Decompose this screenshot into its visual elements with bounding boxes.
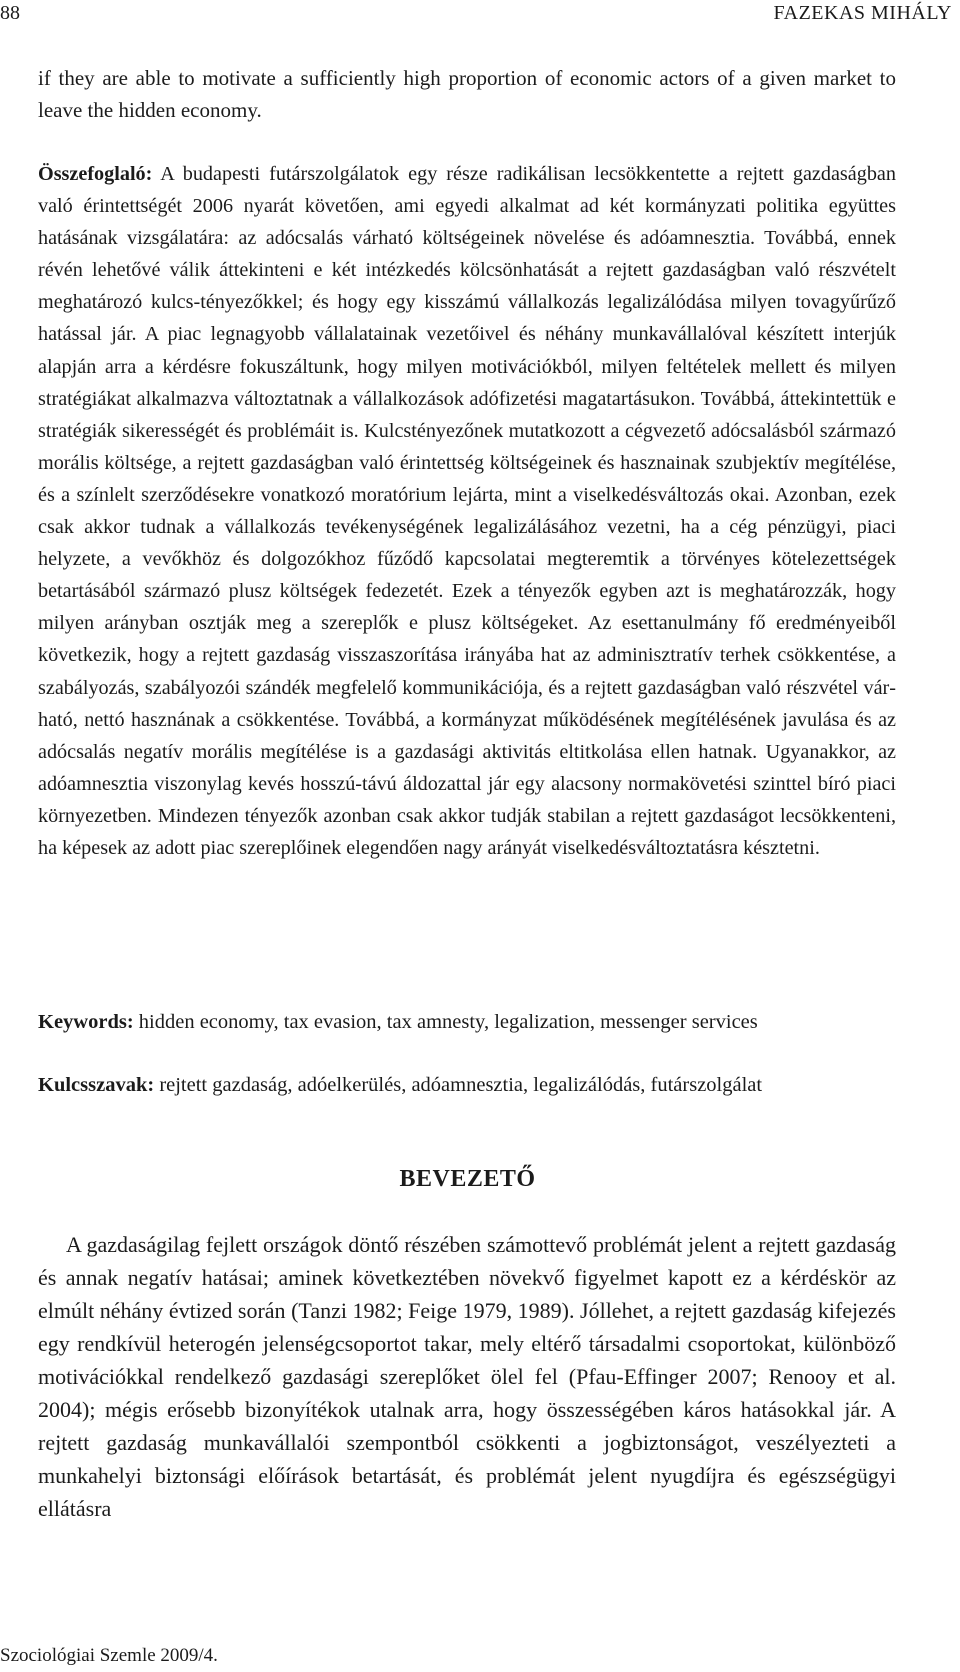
abstract-text: A budapesti futárszolgálatok egy része radikálisan lecsökkentette a rejtett gazdaságban való érintettségét 2006 nyarát követően, ami egyedi alkalmat ad két kormányzati politika együttes hatásának vizsgálatára: az adócsalás várható költségeinek növelése és adóamnesztia. Továbbá, ennek révén lehetővé válik áttekinteni e két intézkedés kölcsönhatását a rejtett gazdaságban való részvételt meghatározó kulcs-tényezőkkel; és hogy egy kisszámú vállalkozás legalizálódása milyen tovagyűrűző hatással jár. A piac legnagyobb vállalatainak vezetőivel és néhány munkavállalóval készített interjúk alapján arra a kérdésre fokuszáltunk, hogy milyen motivációkból, milyen feltételek mellett és milyen stratégiákat alkalmazva változtatnak a vállalkozások adófizetési magatartásukon. Továbbá, áttekintettük e stratégiák sikerességét és problémáit is. Kulcstényezőnek mutatkozott a cégvezető adócsalásból származó morális költsége, a rejtett gazdaságban való érintettség költségeinek és hasznainak szubjektív megítélése, és a színlelt szerződésekre vonatkozó moratórium lejárta, mint a viselkedésváltozás okai. Azonban, ezek csak akkor tudnak a vállalkozás tevékenységének legalizálásához vezetni, ha a cég pénzügyi, piaci helyzete, a vevőkhöz és dolgozókhoz fűződő kapcsolatai megteremtik a törvényes kötelezettségek betartásából származó plusz költségek fedezetét. Ezek a tényezők egyben azt is meghatározzák, hogy milyen arányban osztják meg a szereplők e plusz költségeket. Az esettanulmány fő eredményeiből következik, hogy a rejtett gazdaság visszaszorítása irányába hat az adminisztratív terhek csökkentése, a szabályozás, szabályozói szándék megfelelő kommunikációja, és a rejtett gazdaságban való részvétel várható, nettó hasznának a csökkentése. Továbbá, a kormányzat működésének megítélésének javulása és az adócsalás negatív morális megítélése is a gazdasági aktivitás eltitkolása ellen hatnak. Ugyanakkor, az adóamnesztia viszonylag kevés hosszú-távú áldozattal jár egy alacsony normakövetési szinttel bíró piaci környezetben. Mindezen tényezők azonban csak akkor tudják stabilan a rejtett gazdaságot lecsökkenteni, ha képesek az adott piac szereplőinek elegendően nagy arányát viselkedésváltoztatásra késztetni.	[38, 163, 896, 859]
introduction-paragraph	[38, 1228, 896, 1525]
section-heading: BEVEZETŐ	[399, 1166, 536, 1192]
running-head-author: FAZEKAS MIHÁLY	[773, 2, 952, 24]
page-number: 88	[0, 2, 20, 24]
journal-footer: Szociológiai Szemle 2009/4.	[0, 1645, 218, 1666]
introduction-text: A gazdaságilag fejlett országok döntő részében számottevő problémát jelent a rejtett gazdaság és annak negatív hatásai; aminek következtében növekvő figyelmet kapott ez a kérdéskör az elmúlt néhány évtized során (Tanzi 1982; Feige 1979, 1989). Jóllehet, a rejtett gazdaság kifejezés egy rendkívül heterogén jelenségcsoportot takar, mely eltérő társadalmi csoportokat, különböző motivációkkal rendelkező gazdasági szereplőket ölel fel (Pfau-Effinger 2007; Renooy et al. 2004); mégis erősebb bizonyítékok utalnak arra, hogy összességében káros hatásokkal jár. A rejtett gazdaság munkavállalói szempontból csökkenti a jogbiztonságot, veszélyezteti a munkahelyi biztonsági előírások betartását, és problémát jelent nyugdíjra és egészségügyi ellátásra	[38, 1232, 896, 1521]
abstract-label: Összefoglaló:	[38, 163, 153, 185]
kulcsszavak-text: rejtett gazdaság, adóelkerülés, adóamnesztia, legalizálódás, futárszolgálat	[159, 1074, 763, 1096]
keywords-line	[38, 1006, 896, 1038]
english-abstract-continuation: if they are able to motivate a sufficiently high proportion of economic actors of a given market to leave the hidden economy.	[38, 66, 896, 122]
kulcsszavak-line	[38, 1069, 896, 1101]
hungarian-abstract	[38, 158, 896, 864]
keywords-label: Keywords:	[38, 1011, 134, 1033]
keywords-text: hidden economy, tax evasion, tax amnesty, legalization, messenger services	[138, 1011, 758, 1033]
kulcsszavak-label: Kulcsszavak:	[38, 1074, 155, 1096]
